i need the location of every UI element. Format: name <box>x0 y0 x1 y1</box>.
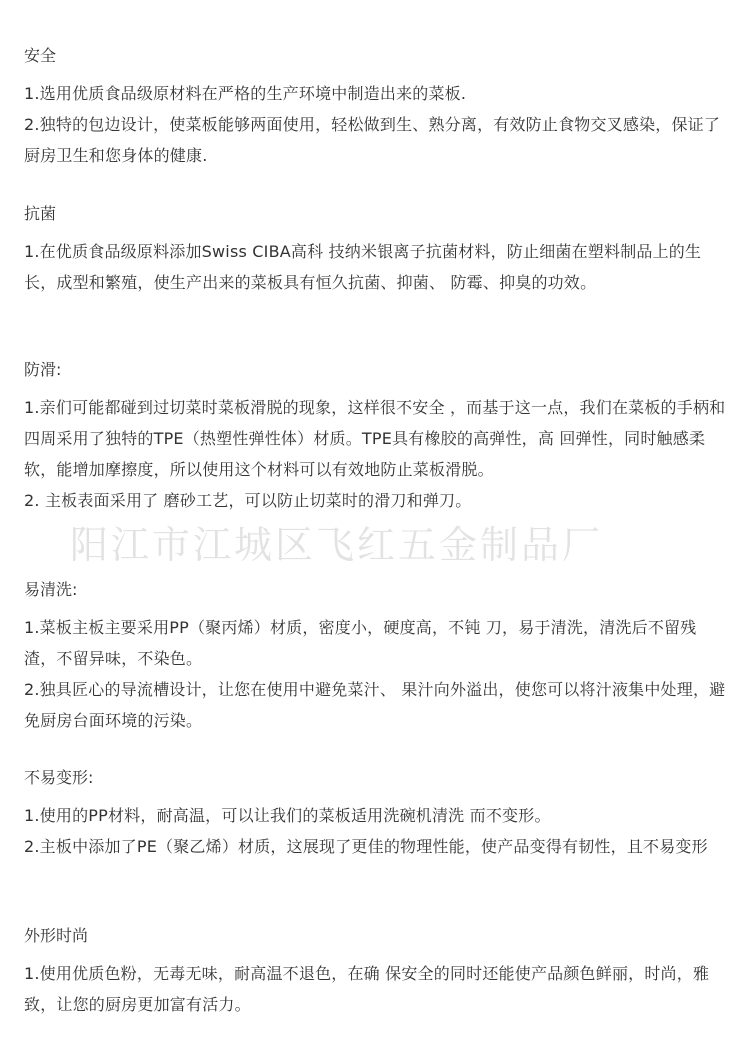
section-heading: 安全 <box>24 46 57 65</box>
section-no-deform <box>24 768 728 862</box>
paragraph: 2.独具匠心的导流槽设计，让您在使用中避免菜汁、 果汁向外溢出，使您可以将汁液集中处理，避免厨房台面环境的污染。 <box>24 680 726 730</box>
section-heading: 抗菌 <box>24 204 57 223</box>
paragraph: 1.菜板主板主要采用PP（聚丙烯）材质，密度小，硬度高，不钝 刀，易于清洗，清洗后不留残渣，不留异味，不染色。 <box>24 618 697 668</box>
section-stylish <box>24 926 728 1020</box>
section-anti-slip <box>24 360 728 516</box>
company-watermark: 阳江市江城区飞红五金制品厂 <box>70 523 604 567</box>
paragraph: 2.主板中添加了PE（聚乙烯）材质，这展现了更佳的物理性能，使产品变得有韧性，且不易变形 <box>24 837 708 856</box>
paragraph: 1.亲们可能都碰到过切菜时菜板滑脱的现象，这样很不安全 ，而基于这一点，我们在菜板的手柄和四周采用了独特的TPE（热塑性弹性体）材质。TPE具有橡胶的高弹性，高 回弹性，同时触感柔软，能增加摩擦度，所以使用这个材料可以有效地防止菜板滑脱。 <box>24 398 726 479</box>
section-antibacterial <box>24 204 728 298</box>
section-easy-clean <box>24 580 728 736</box>
section-heading: 易清洗: <box>24 580 78 599</box>
paragraph: 2. 主板表面采用了 磨砂工艺，可以防止切菜时的滑刀和弹刀。 <box>24 491 472 510</box>
section-heading: 不易变形: <box>24 768 94 787</box>
paragraph: 1.使用优质色粉，无毒无味，耐高温不退色，在确 保安全的同时还能使产品颜色鲜丽，时尚，雅致，让您的厨房更加富有活力。 <box>24 964 710 1014</box>
paragraph: 1.在优质食品级原料添加Swiss CIBA高科 技纳米银离子抗菌材料，防止细菌在塑料制品上的生长，成型和繁殖，使生产出来的菜板具有恒久抗菌、抑菌、 防霉、抑臭的功效。 <box>24 242 702 292</box>
section-heading: 防滑: <box>24 360 62 379</box>
section-heading: 外形时尚 <box>24 926 89 945</box>
section-safety <box>24 46 728 171</box>
paragraph: 1.选用优质食品级原材料在严格的生产环境中制造出来的菜板. <box>24 84 467 103</box>
paragraph: 1.使用的PP材料，耐高温，可以让我们的菜板适用洗碗机清洗 而不变形。 <box>24 806 551 825</box>
paragraph: 2.独特的包边设计，使菜板能够两面使用，轻松做到生、熟分离，有效防止食物交叉感染，保证了厨房卫生和您身体的健康. <box>24 115 721 165</box>
